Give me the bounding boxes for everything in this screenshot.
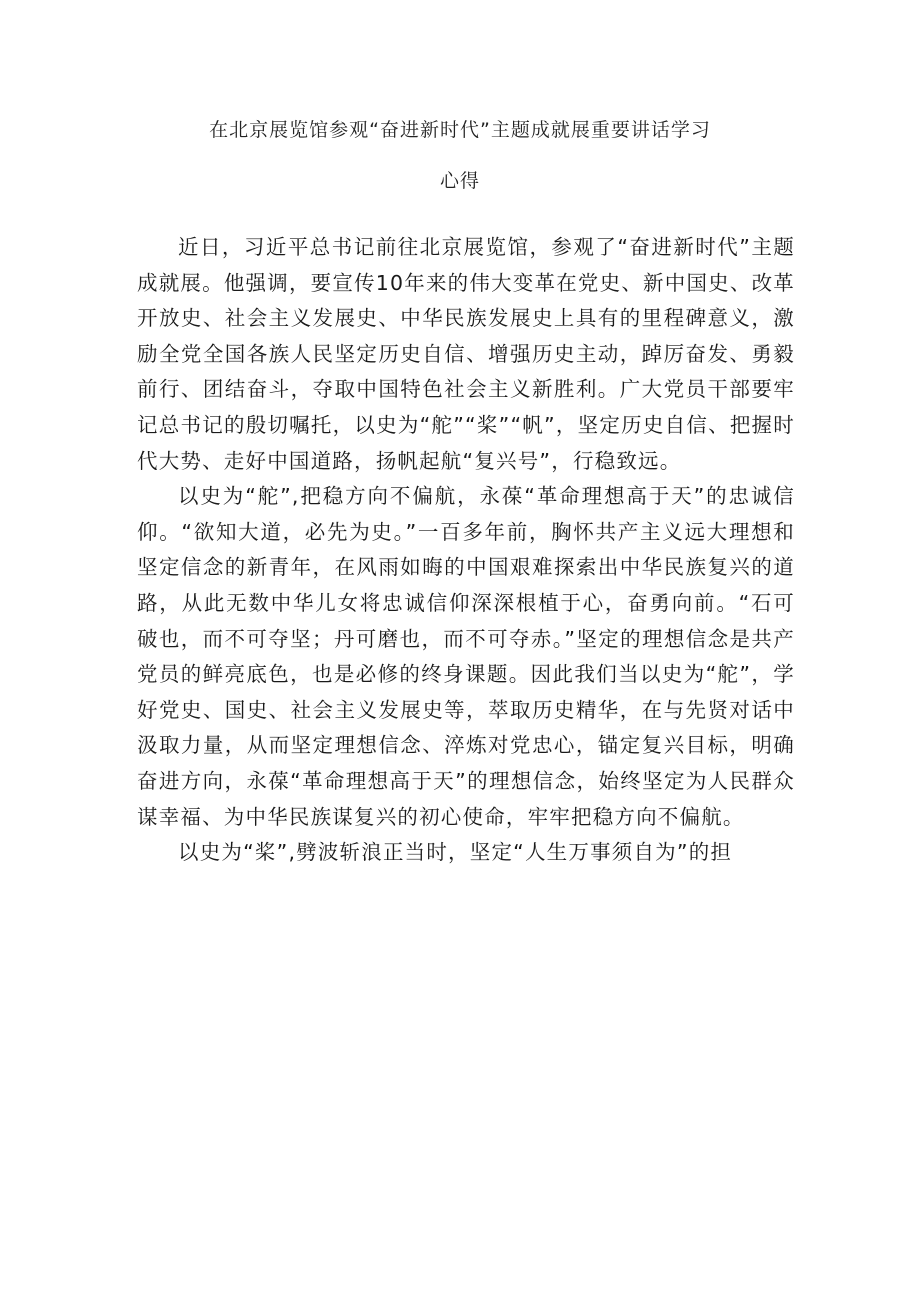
document-title: 在北京展览馆参观“奋进新时代”主题成就展重要讲话学习 (209, 119, 711, 141)
paragraph: 以史为“桨”,劈波斩浪正当时，坚定“人生万事须自为”的担 (178, 840, 733, 865)
document-body (137, 230, 795, 871)
document-title-continued: 心得 (439, 170, 480, 192)
paragraph: 近日，习近平总书记前往北京展览馆，参观了“奋进新时代”主题成就展。他强调，要宣传10年来的伟大变革在党史、新中国史、改革开放史、社会主义发展史、中华民族发展史上具有的里程碑意义，激励全党全国各族人民坚定历史自信、增强历史主动，踔厉奋发、勇毅前行、团结奋斗，夺取中国特色社会主义新胜利。广大党员干部要牢记总书记的殷切嘱托，以史为“舵”“桨”“帆”，坚定历史自信、把握时代大势、走好中国道路，扬帆起航“复兴号”，行稳致远。 (137, 235, 795, 473)
paragraph: 以史为“舵”,把稳方向不偏航，永葆“革命理想高于天”的忠诚信仰。“欲知大道，必先为史。”一百多年前，胸怀共产主义远大理想和坚定信念的新青年，在风雨如晦的中国艰难探索出中华民族复兴的道路，从此无数中华儿女将忠诚信仰深深根植于心，奋勇向前。“石可破也，而不可夺坚；丹可磨也，而不可夺赤。”坚定的理想信念是共产党员的鲜亮底色，也是必修的终身课题。因此我们当以史为“舵”，学好党史、国史、社会主义发展史等，萃取历史精华，在与先贤对话中汲取力量，从而坚定理想信念、淬炼对党忠心，锚定复兴目标，明确奋进方向，永葆“革命理想高于天”的理想信念，始终坚定为人民群众谋幸福、为中华民族谋复兴的初心使命，牢牢把稳方向不偏航。 (137, 484, 795, 829)
